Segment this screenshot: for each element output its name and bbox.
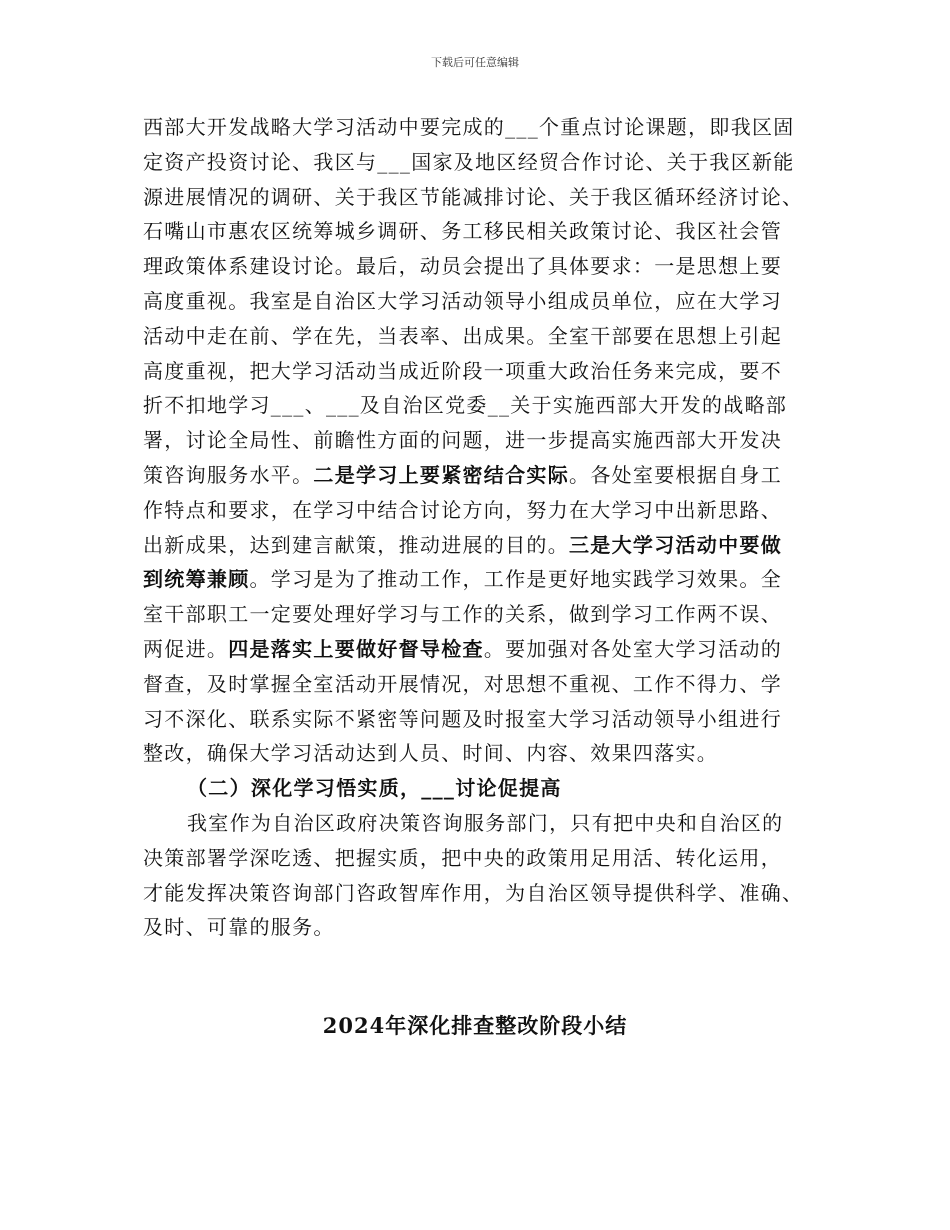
text-run: 室干部职工一定要处理好学习与工作的关系，做到学习工作两不误、	[143, 602, 782, 627]
paragraph-line	[143, 319, 828, 354]
document-body	[143, 110, 828, 945]
paragraph-line	[143, 493, 828, 528]
paragraph-1	[143, 110, 828, 771]
page-header: 下载后可任意编辑	[431, 56, 519, 69]
text-run: 高度重视。我室是自治区大学习活动领导小组成员单位，应在大学习	[143, 288, 782, 313]
paragraph-line	[143, 597, 828, 632]
paragraph-line: 我室作为自治区政府决策咨询服务部门，只有把中央和自治区的	[187, 810, 784, 835]
text-run: 源进展情况的调研、关于我区节能减排讨论、关于我区循环经济讨论、	[143, 184, 804, 209]
paragraph-line	[143, 110, 828, 145]
paragraph-line	[143, 145, 828, 180]
text-run: 西部大开发战略大学习活动中要完成的___个重点讨论课题，即我区固	[143, 115, 795, 139]
paragraph-line	[143, 284, 828, 319]
paragraph-line	[143, 632, 828, 667]
text-run: 活动中走在前、学在先，当表率、出成果。全室干部要在思想上引起	[143, 323, 782, 348]
paragraph-line	[143, 528, 828, 563]
text-run: 折不扣地学习___、___及自治区党委__关于实施西部大开发的战略部	[143, 393, 788, 418]
paragraph-line	[143, 180, 828, 215]
text-run: 策咨询服务水平。	[143, 462, 314, 487]
paragraph-line: 及时、可靠的服务。	[143, 915, 335, 940]
paragraph-line	[143, 249, 828, 284]
paragraph-2	[143, 806, 828, 945]
text-run: 出新成果，达到建言献策，推动进展的目的。	[143, 532, 569, 557]
text-run: 两促进。	[143, 636, 229, 661]
text-run: 督查，及时掌握全室活动开展情况，对思想不重视、工作不得力、学	[143, 671, 782, 696]
text-run: 定资产投资讨论、我区与___国家及地区经贸合作讨论、关于我区新能	[143, 149, 795, 174]
text-run: 高度重视，把大学习活动当成近阶段一项重大政治任务来完成，要不	[143, 358, 782, 383]
paragraph-line	[143, 423, 828, 458]
section-2-title: （二）深化学习悟实质，___讨论促提高	[187, 776, 562, 801]
paragraph-line	[143, 354, 828, 389]
text-run: 整改，确保大学习活动达到人员、时间、内容、效果四落实。	[143, 741, 719, 766]
text-run: 习不深化、联系实际不紧密等问题及时报室大学习活动领导小组进行	[143, 706, 782, 731]
paragraph-line: 才能发挥决策咨询部门咨政智库作用，为自治区领导提供科学、准确、	[143, 880, 804, 905]
text-run: 。学习是为了推动工作，工作是更好地实践学习效果。全	[249, 567, 782, 592]
bold-text-run: 到统筹兼顾	[143, 567, 250, 592]
document-title: 2024年深化排查整改阶段小结	[322, 1013, 628, 1038]
paragraph-line	[143, 702, 828, 737]
text-run: 署，讨论全局性、前瞻性方面的问题，进一步提高实施西部大开发决	[143, 428, 782, 453]
paragraph-line	[143, 388, 828, 423]
paragraph-line	[143, 736, 828, 771]
bold-text-run: 四是落实上要做好督导检查	[228, 636, 484, 661]
paragraph-line	[143, 562, 828, 597]
paragraph-line	[143, 214, 828, 249]
text-run: 作特点和要求，在学习中结合讨论方向，努力在大学习中出新思路、	[143, 497, 782, 522]
text-run: 。要加强对各处室大学习活动的	[483, 636, 783, 661]
text-run: 石嘴山市惠农区统筹城乡调研、务工移民相关政策讨论、我区社会管	[143, 219, 782, 244]
text-run: 理政策体系建设讨论。最后，动员会提出了具体要求：一是思想上要	[143, 254, 782, 279]
text-run: 。各处室要根据自身工	[569, 462, 783, 487]
bold-text-run: 三是大学习活动中要做	[569, 532, 782, 557]
paragraph-line: 决策部署学深吃透、把握实质，把中央的政策用足用活、转化运用，	[143, 845, 782, 870]
bold-text-run: 二是学习上要紧密结合实际	[313, 462, 570, 487]
paragraph-line	[143, 458, 828, 493]
paragraph-line	[143, 667, 828, 702]
